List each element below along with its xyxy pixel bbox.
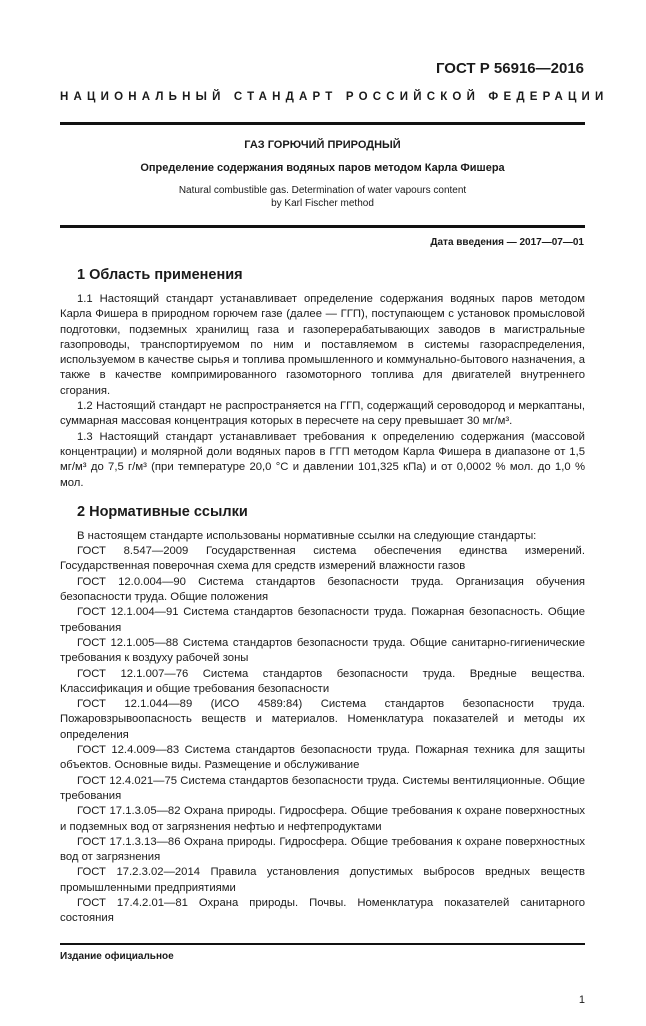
introduction-date: Дата введения — 2017—07—01 [430,237,584,248]
english-title-line2: by Karl Fischer method [271,198,374,209]
reference-item: ГОСТ 17.2.3.02—2014 Правила установления допустимых выбросов вредных веществ промышленными предприятиями [60,866,585,894]
section-2-heading: 2 Нормативные ссылки [77,503,248,520]
reference-item: ГОСТ 17.4.2.01—81 Охрана природы. Почвы. Номенклатура показателей санитарного состояния [60,896,585,925]
reference-item: ГОСТ 12.1.004—91 Система стандартов безопасности труда. Пожарная безопасность. Общие требования [60,606,585,634]
section-2-body [60,529,585,927]
reference-item: ГОСТ 12.0.004—90 Система стандартов безопасности труда. Организация обучения безопасности труда. Общие положения [60,575,585,604]
paragraph-1-3: 1.3 Настоящий стандарт устанавливает требования к определению содержания (массовой концентрации) и молярной доли водяных паров в ГГП методом Карла Фишера в диапазоне от 1,5 мг/м³ до 7,5 г/м³ (при температуре 20,0 °С и давлении 101,325 кПа) и от 0,0002 % мол. до 1,0 % мол. [60,430,585,489]
document-title: ГАЗ ГОРЮЧИЙ ПРИРОДНЫЙ [244,139,401,151]
english-title-line1: Natural combustible gas. Determination of water vapours content [178,185,467,196]
section-1-heading: 1 Область применения [77,267,243,283]
section-1-body [60,292,585,491]
document-subtitle: Определение содержания водяных паров методом Карла Фишера [140,162,505,174]
document-content [60,0,609,1026]
reference-item: ГОСТ 12.1.044—89 (ИСО 4589:84) Система стандартов безопасности труда. Пожаровзрывоопасность веществ и материалов. Номенклатура показателей и методы их определения [60,698,585,741]
reference-item: ГОСТ 12.1.007—76 Система стандартов безопасности труда. Вредные вещества. Классификация и общие требования безопасности [60,667,585,695]
official-edition-label: Издание официальное [60,950,174,962]
document-code: ГОСТ Р 56916—2016 [435,60,584,77]
reference-item: ГОСТ 17.1.3.05—82 Охрана природы. Гидросфера. Общие требования к охране поверхностных и подземных вод от загрязнения нефтью и нефтепродуктами [60,805,585,833]
national-standard-banner: НАЦИОНАЛЬНЫЙ СТАНДАРТ РОССИЙСКОЙ ФЕДЕРАЦИИ [60,91,609,103]
page-number: 1 [578,993,585,1006]
paragraph-1-1: 1.1 Настоящий стандарт устанавливает определение содержания водяных паров методом Карла Фишера в природном горючем газе (далее — ГГП), поступающем с установок промысловой подготовки, подземных хранилищ газа и газоперерабатывающих заводов в магистральные газопроводы, транспортируемом по ним и поставляемом в системы газораспределения, используемом в качестве сырья и топлива промышленного и коммунально-бытового назначения, а также в качестве компримированного газомоторного топлива для двигателей внутреннего сгорания. [60,293,585,397]
paragraph-1-2: 1.2 Настоящий стандарт не распространяется на ГГП, содержащий сероводород и меркаптаны, суммарная массовая концентрация которых в пересчете на серу превышает 30 мг/м³. [60,400,585,428]
footer-divider [60,943,585,945]
reference-item: ГОСТ 12.4.021—75 Система стандартов безопасности труда. Системы вентиляционные. Общие требования [60,774,585,802]
references-intro: В настоящем стандарте использованы нормативные ссылки на следующие стандарты: [77,529,537,542]
reference-item: ГОСТ 12.4.009—83 Система стандартов безопасности труда. Пожарная техника для защиты объектов. Основные виды. Размещение и обслуживание [60,744,585,772]
reference-item: ГОСТ 17.1.3.13—86 Охрана природы. Гидросфера. Общие требования к охране поверхностных вод от загрязнения [60,835,585,864]
reference-item: ГОСТ 8.547—2009 Государственная система обеспечения единства измерений. Государственная поверочная схема для средств измерений влажности газов [60,545,585,573]
reference-item: ГОСТ 12.1.005—88 Система стандартов безопасности труда. Общие санитарно-гигиенические требования к воздуху рабочей зоны [60,636,585,665]
